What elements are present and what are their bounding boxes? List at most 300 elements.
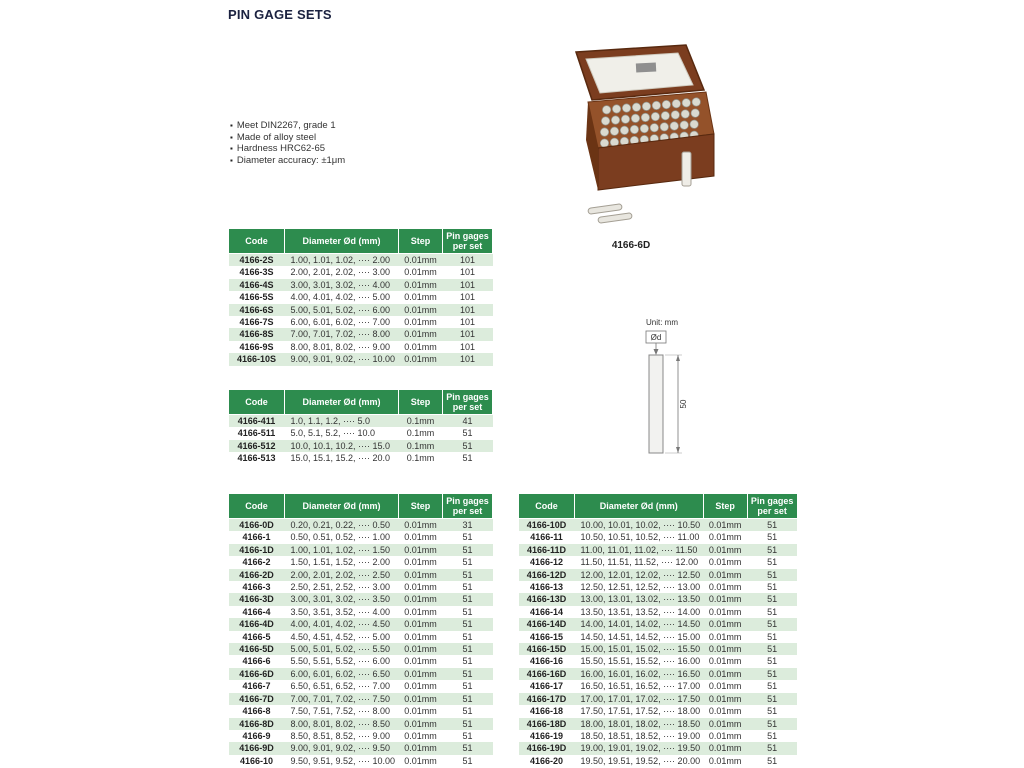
- col-header-pin-count: Pin gages per set: [443, 390, 493, 415]
- cell-diameter: 16.50, 16.51, 16.52, ···· 17.00: [580, 681, 701, 692]
- col-header-code: Code: [229, 390, 285, 415]
- table-row: [229, 279, 493, 291]
- cell-pin-count: 51: [462, 582, 473, 593]
- table-row: [229, 544, 493, 556]
- cell-step: 0.01mm: [708, 532, 742, 543]
- col-header-code: Code: [229, 494, 285, 519]
- cell-pin-count: 51: [767, 644, 778, 655]
- cell-code: 4166-513: [237, 453, 276, 464]
- table-row: [519, 655, 798, 667]
- pin-body: [649, 355, 663, 453]
- table-row: [229, 415, 493, 428]
- cell-step: 0.01mm: [708, 594, 742, 605]
- cell-code: 4166-15D: [526, 644, 567, 655]
- table-header-row: [229, 494, 493, 519]
- cell-code: 4166-4D: [239, 619, 274, 630]
- cell-pin-count: 51: [767, 631, 778, 642]
- cell-diameter: 4.00, 4.01, 4.02, ···· 5.00: [290, 292, 391, 303]
- cell-step: 0.01mm: [708, 693, 742, 704]
- cell-step: 0.01mm: [404, 718, 437, 729]
- table-row: [519, 519, 798, 532]
- table-row: [519, 718, 798, 730]
- table-row: [229, 680, 493, 692]
- cell-code: 4166-3S: [239, 267, 274, 278]
- cell-diameter: 1.50, 1.51, 1.52, ···· 2.00: [290, 557, 391, 568]
- cell-code: 4166-15: [529, 631, 564, 642]
- cell-step: 0.01mm: [404, 544, 437, 555]
- cell-diameter: 18.00, 18.01, 18.02, ···· 18.50: [580, 718, 701, 729]
- cell-code: 4166-12: [529, 557, 564, 568]
- table-header-row: [229, 229, 493, 254]
- cell-pin-count: 51: [462, 532, 473, 543]
- loose-pin-standing: [682, 152, 691, 186]
- cell-pin-count: 51: [462, 619, 473, 630]
- cell-code: 4166-13D: [526, 594, 567, 605]
- cell-step: 0.01mm: [404, 317, 437, 328]
- cell-diameter: 3.00, 3.01, 3.02, ···· 4.00: [290, 279, 391, 290]
- table-row: [229, 581, 493, 593]
- cell-step: 0.01mm: [404, 619, 437, 630]
- col-header-pin-count: Pin gages per set: [443, 494, 493, 519]
- cell-diameter: 13.00, 13.01, 13.02, ···· 13.50: [580, 594, 701, 605]
- cell-code: 4166-7D: [239, 693, 274, 704]
- table-row: [229, 254, 493, 267]
- cell-pin-count: 101: [459, 304, 476, 315]
- cell-diameter: 14.00, 14.01, 14.02, ···· 14.50: [580, 619, 701, 630]
- cell-pin-count: 51: [462, 656, 473, 667]
- cell-step: 0.01mm: [404, 532, 437, 543]
- cell-diameter: 6.00, 6.01, 6.02, ···· 6.50: [290, 668, 391, 679]
- cell-pin-count: 51: [462, 706, 473, 717]
- cell-step: 0.1mm: [406, 428, 435, 439]
- table-row: [229, 705, 493, 717]
- cell-step: 0.01mm: [404, 255, 437, 265]
- table-row: [519, 705, 798, 717]
- cell-code: 4166-9S: [239, 341, 274, 352]
- length-dimension-label: 50: [679, 399, 688, 409]
- cell-step: 0.01mm: [404, 594, 437, 605]
- cell-step: 0.01mm: [404, 329, 437, 340]
- cell-code: 4166-1: [242, 532, 271, 543]
- cell-step: 0.01mm: [404, 743, 437, 754]
- cell-code: 4166-11: [530, 532, 563, 543]
- cell-pin-count: 51: [462, 743, 473, 754]
- cell-step: 0.01mm: [404, 582, 437, 593]
- table-row: [519, 581, 798, 593]
- cell-diameter: 19.00, 19.01, 19.02, ···· 19.50: [580, 743, 701, 754]
- cell-diameter: 15.50, 15.51, 15.52, ···· 16.00: [580, 656, 701, 667]
- table-row: [229, 606, 493, 618]
- cell-step: 0.01mm: [404, 341, 437, 352]
- feature-bullet-list: [230, 120, 345, 166]
- cell-step: 0.01mm: [404, 681, 437, 692]
- cell-step: 0.01mm: [404, 730, 437, 741]
- cell-diameter: 8.50, 8.51, 8.52, ···· 9.00: [290, 730, 391, 741]
- table-row: [519, 668, 798, 680]
- cell-step: 0.1mm: [406, 440, 435, 451]
- cell-pin-count: 51: [462, 557, 473, 568]
- cell-diameter: 19.50, 19.51, 19.52, ···· 20.00: [580, 755, 701, 766]
- cell-code: 4166-4S: [239, 279, 274, 290]
- table-row: [519, 569, 798, 581]
- cell-code: 4166-19: [529, 730, 564, 741]
- cell-pin-count: 51: [767, 718, 778, 729]
- table-row: [229, 593, 493, 605]
- feature-bullet: ▪ Meet DIN2267, grade 1: [230, 120, 345, 132]
- cell-diameter: 8.00, 8.01, 8.02, ···· 9.00: [290, 341, 391, 352]
- cell-diameter: 6.00, 6.01, 6.02, ···· 7.00: [290, 317, 391, 328]
- table-row: [229, 631, 493, 643]
- cell-diameter: 15.0, 15.1, 15.2, ···· 20.0: [290, 453, 391, 464]
- cell-code: 4166-512: [237, 440, 276, 451]
- table-row: [519, 593, 798, 605]
- cell-pin-count: 101: [459, 255, 476, 265]
- table-row: [229, 569, 493, 581]
- table-row: [229, 618, 493, 630]
- cell-pin-count: 101: [459, 329, 476, 340]
- table-row: [229, 755, 493, 767]
- cell-code: 4166-2S: [239, 255, 274, 265]
- cell-step: 0.01mm: [708, 718, 742, 729]
- cell-code: 4166-1D: [239, 544, 274, 555]
- table-row: [519, 556, 798, 568]
- cell-diameter: 7.00, 7.01, 7.02, ···· 7.50: [290, 693, 391, 704]
- cell-step: 0.01mm: [404, 644, 437, 655]
- cell-diameter: 13.50, 13.51, 13.52, ···· 14.00: [580, 606, 701, 617]
- col-header-diameter: Diameter Ød (mm): [285, 390, 399, 415]
- table-row: [519, 618, 798, 630]
- cell-pin-count: 31: [462, 520, 473, 530]
- cell-diameter: 15.00, 15.01, 15.02, ···· 15.50: [580, 644, 701, 655]
- cell-code: 4166-511: [237, 428, 276, 439]
- table-row: [229, 693, 493, 705]
- table-row: [519, 631, 798, 643]
- table-row: [519, 680, 798, 692]
- cell-diameter: 4.50, 4.51, 4.52, ···· 5.00: [290, 631, 391, 642]
- table-row: [519, 693, 798, 705]
- cell-pin-count: 51: [767, 668, 778, 679]
- cell-pin-count: 51: [767, 730, 778, 741]
- cell-diameter: 9.00, 9.01, 9.02, ···· 10.00: [290, 354, 396, 365]
- cell-code: 4166-5: [242, 631, 271, 642]
- cell-step: 0.01mm: [708, 544, 742, 555]
- cell-diameter: 18.50, 18.51, 18.52, ···· 19.00: [580, 730, 701, 741]
- cell-step: 0.01mm: [404, 693, 437, 704]
- table-row: [229, 440, 493, 452]
- table-row: [229, 531, 493, 543]
- table-row: [229, 304, 493, 316]
- cell-code: 4166-0D: [239, 520, 274, 530]
- cell-code: 4166-14: [529, 606, 564, 617]
- cell-diameter: 12.00, 12.01, 12.02, ···· 12.50: [580, 569, 701, 580]
- cell-code: 4166-6S: [239, 304, 274, 315]
- cell-pin-count: 51: [767, 693, 778, 704]
- cell-step: 0.01mm: [708, 606, 742, 617]
- cell-step: 0.01mm: [708, 706, 742, 717]
- cell-diameter: 1.0, 1.1, 1.2, ···· 5.0: [290, 416, 371, 426]
- cell-pin-count: 101: [459, 267, 476, 278]
- cell-step: 0.01mm: [708, 755, 742, 766]
- cell-diameter: 2.00, 2.01, 2.02, ···· 2.50: [290, 569, 391, 580]
- cell-pin-count: 51: [767, 520, 778, 530]
- cell-pin-count: 51: [767, 743, 778, 754]
- cell-diameter: 17.00, 17.01, 17.02, ···· 17.50: [580, 693, 701, 704]
- cell-step: 0.01mm: [404, 668, 437, 679]
- table-row: [229, 316, 493, 328]
- cell-step: 0.01mm: [708, 631, 742, 642]
- cell-code: 4166-3D: [239, 594, 274, 605]
- cell-code: 4166-411: [237, 416, 276, 426]
- cell-pin-count: 51: [767, 532, 778, 543]
- cell-step: 0.01mm: [708, 569, 742, 580]
- col-header-code: Code: [229, 229, 285, 254]
- cell-pin-count: 51: [767, 594, 778, 605]
- cell-pin-count: 51: [767, 544, 778, 555]
- cell-diameter: 0.20, 0.21, 0.22, ···· 0.50: [290, 520, 391, 530]
- table-header-row: [519, 494, 798, 519]
- cell-code: 4166-9: [242, 730, 271, 741]
- pin-gage-table-metric-01-set: [228, 389, 493, 465]
- col-header-step: Step: [703, 494, 747, 519]
- cell-code: 4166-8D: [239, 718, 274, 729]
- cell-pin-count: 51: [767, 656, 778, 667]
- cell-step: 0.1mm: [406, 416, 435, 426]
- cell-step: 0.01mm: [708, 730, 742, 741]
- cell-pin-count: 51: [767, 557, 778, 568]
- cell-code: 4166-10: [239, 755, 274, 766]
- cell-code: 4166-2D: [239, 569, 274, 580]
- cell-diameter: 6.50, 6.51, 6.52, ···· 7.00: [290, 681, 391, 692]
- cell-step: 0.1mm: [406, 453, 435, 464]
- cell-diameter: 10.0, 10.1, 10.2, ···· 15.0: [290, 440, 391, 451]
- cell-step: 0.01mm: [404, 755, 437, 766]
- product-image: [536, 40, 726, 232]
- cell-diameter: 9.00, 9.01, 9.02, ···· 9.50: [290, 743, 391, 754]
- cell-pin-count: 51: [767, 706, 778, 717]
- cell-code: 4166-16D: [526, 668, 567, 679]
- cell-diameter: 9.50, 9.51, 9.52, ···· 10.00: [290, 755, 396, 766]
- feature-bullet: ▪ Made of alloy steel: [230, 132, 345, 144]
- cell-code: 4166-3: [242, 582, 271, 593]
- cell-diameter: 8.00, 8.01, 8.02, ···· 8.50: [290, 718, 391, 729]
- table-row: [229, 718, 493, 730]
- cell-code: 4166-11D: [526, 544, 567, 555]
- feature-bullet: ▪ Hardness HRC62-65: [230, 143, 345, 155]
- cell-code: 4166-10S: [236, 354, 277, 365]
- cell-code: 4166-6: [242, 656, 271, 667]
- cell-diameter: 5.00, 5.01, 5.02, ···· 5.50: [290, 644, 391, 655]
- cell-diameter: 1.00, 1.01, 1.02, ···· 2.00: [290, 255, 391, 265]
- cell-pin-count: 51: [767, 755, 778, 766]
- cell-code: 4166-9D: [239, 743, 274, 754]
- cell-step: 0.01mm: [404, 656, 437, 667]
- cell-step: 0.01mm: [708, 743, 742, 754]
- cell-diameter: 5.50, 5.51, 5.52, ···· 6.00: [290, 656, 391, 667]
- col-header-pin-count: Pin gages per set: [747, 494, 797, 519]
- col-header-diameter: Diameter Ød (mm): [285, 494, 399, 519]
- cell-pin-count: 51: [767, 681, 778, 692]
- cell-code: 4166-7: [242, 681, 271, 692]
- cell-diameter: 11.00, 11.01, 11.02, ···· 11.50: [580, 544, 698, 555]
- cell-code: 4166-12D: [526, 569, 567, 580]
- cell-diameter: 17.50, 17.51, 17.52, ···· 18.00: [580, 706, 701, 717]
- table-row: [229, 266, 493, 278]
- cell-step: 0.01mm: [708, 520, 742, 530]
- cell-diameter: 4.00, 4.01, 4.02, ···· 4.50: [290, 619, 391, 630]
- feature-bullet: ▪ Diameter accuracy: ±1μm: [230, 155, 345, 167]
- table-row: [519, 755, 798, 767]
- cell-step: 0.01mm: [404, 354, 437, 365]
- cell-pin-count: 51: [767, 619, 778, 630]
- cell-code: 4166-8: [242, 706, 271, 717]
- cell-step: 0.01mm: [404, 304, 437, 315]
- cell-pin-count: 51: [462, 718, 473, 729]
- cell-pin-count: 51: [462, 606, 473, 617]
- cell-step: 0.01mm: [708, 644, 742, 655]
- cell-code: 4166-5D: [239, 644, 274, 655]
- cell-pin-count: 51: [767, 569, 778, 580]
- table-row: [229, 643, 493, 655]
- cell-step: 0.01mm: [404, 267, 437, 278]
- cell-diameter: 0.50, 0.51, 0.52, ···· 1.00: [290, 532, 391, 543]
- table-row: [229, 668, 493, 680]
- cell-pin-count: 51: [462, 681, 473, 692]
- cell-diameter: 3.50, 3.51, 3.52, ···· 4.00: [290, 606, 391, 617]
- cell-diameter: 10.00, 10.01, 10.02, ···· 10.50: [580, 520, 701, 530]
- cell-pin-count: 51: [462, 453, 473, 464]
- cell-code: 4166-16: [529, 656, 564, 667]
- cell-diameter: 12.50, 12.51, 12.52, ···· 13.00: [580, 582, 701, 593]
- cell-diameter: 14.50, 14.51, 14.52, ···· 15.00: [580, 631, 701, 642]
- loose-pins-lying: [588, 204, 633, 224]
- cell-step: 0.01mm: [404, 569, 437, 580]
- cell-step: 0.01mm: [404, 631, 437, 642]
- cell-code: 4166-18D: [526, 718, 567, 729]
- cell-step: 0.01mm: [404, 706, 437, 717]
- cell-pin-count: 51: [462, 440, 473, 451]
- page-title: PIN GAGE SETS: [228, 7, 332, 22]
- cell-step: 0.01mm: [404, 279, 437, 290]
- cell-pin-count: 51: [462, 631, 473, 642]
- cell-pin-count: 51: [462, 644, 473, 655]
- table-row: [229, 730, 493, 742]
- col-header-code: Code: [519, 494, 575, 519]
- cell-pin-count: 51: [462, 428, 473, 439]
- cell-step: 0.01mm: [708, 582, 742, 593]
- cell-diameter: 5.0, 5.1, 5.2, ···· 10.0: [290, 428, 376, 439]
- cell-diameter: 11.50, 11.51, 11.52, ···· 12.00: [580, 557, 699, 568]
- product-figure: [536, 40, 726, 251]
- col-header-pin-count: Pin gages per set: [443, 229, 493, 254]
- col-header-step: Step: [399, 229, 443, 254]
- cell-diameter: 16.00, 16.01, 16.02, ···· 16.50: [580, 668, 701, 679]
- table-row: [229, 519, 493, 532]
- cell-code: 4166-7S: [239, 317, 274, 328]
- table-row: [229, 291, 493, 303]
- cell-code: 4166-14D: [526, 619, 567, 630]
- cell-pin-count: 101: [459, 292, 476, 303]
- cell-step: 0.01mm: [404, 520, 437, 530]
- table-row: [519, 544, 798, 556]
- cell-diameter: 3.00, 3.01, 3.02, ···· 3.50: [290, 594, 391, 605]
- product-caption: 4166-6D: [611, 240, 651, 251]
- table-row: [229, 556, 493, 568]
- table-header-row: [229, 390, 493, 415]
- unit-label: Unit: mm: [646, 318, 678, 327]
- table-row: [519, 531, 798, 543]
- col-header-diameter: Diameter Ød (mm): [575, 494, 704, 519]
- cell-code: 4166-20: [529, 755, 564, 766]
- pin-gage-table-101-set: [228, 228, 493, 366]
- cell-pin-count: 51: [462, 594, 473, 605]
- pin-dimension-diagram: [636, 330, 696, 467]
- cell-diameter: 1.00, 1.01, 1.02, ···· 1.50: [290, 544, 391, 555]
- pin-gage-table-51-set-b: [518, 493, 798, 767]
- table-row: [519, 730, 798, 742]
- cell-pin-count: 51: [462, 730, 473, 741]
- cell-code: 4166-6D: [239, 668, 274, 679]
- pin-gage-table-51-set-a: [228, 493, 493, 767]
- cell-pin-count: 101: [459, 317, 476, 328]
- cell-code: 4166-19D: [526, 743, 567, 754]
- table-row: [229, 452, 493, 464]
- cell-diameter: 10.50, 10.51, 10.52, ···· 11.00: [580, 532, 700, 543]
- cell-code: 4166-13: [529, 582, 564, 593]
- cell-code: 4166-10D: [526, 520, 567, 530]
- cell-step: 0.01mm: [708, 557, 742, 568]
- cell-diameter: 5.00, 5.01, 5.02, ···· 6.00: [290, 304, 391, 315]
- cell-step: 0.01mm: [708, 668, 742, 679]
- cell-code: 4166-5S: [239, 292, 274, 303]
- cell-code: 4166-17D: [526, 693, 567, 704]
- table-row: [519, 742, 798, 754]
- cell-pin-count: 101: [459, 341, 476, 352]
- cell-pin-count: 51: [767, 582, 778, 593]
- cell-code: 4166-2: [242, 557, 271, 568]
- table-row: [229, 742, 493, 754]
- cell-pin-count: 51: [462, 668, 473, 679]
- table-row: [229, 341, 493, 353]
- cell-pin-count: 41: [462, 416, 473, 426]
- cell-code: 4166-4: [242, 606, 271, 617]
- cell-step: 0.01mm: [404, 606, 437, 617]
- cell-step: 0.01mm: [404, 557, 437, 568]
- cell-pin-count: 51: [462, 693, 473, 704]
- cell-step: 0.01mm: [708, 681, 742, 692]
- table-row: [519, 643, 798, 655]
- cell-code: 4166-8S: [239, 329, 274, 340]
- table-row: [229, 353, 493, 365]
- table-row: [229, 655, 493, 667]
- cell-pin-count: 101: [459, 279, 476, 290]
- cell-pin-count: 51: [462, 755, 473, 766]
- col-header-diameter: Diameter Ød (mm): [285, 229, 399, 254]
- cell-diameter: 2.50, 2.51, 2.52, ···· 3.00: [290, 582, 391, 593]
- diameter-label: Ød: [650, 333, 662, 342]
- cell-pin-count: 51: [767, 606, 778, 617]
- cell-step: 0.01mm: [404, 292, 437, 303]
- cell-diameter: 7.50, 7.51, 7.52, ···· 8.00: [290, 706, 391, 717]
- cell-code: 4166-18: [529, 706, 564, 717]
- table-row: [229, 328, 493, 340]
- cell-step: 0.01mm: [708, 619, 742, 630]
- cell-diameter: 2.00, 2.01, 2.02, ···· 3.00: [290, 267, 391, 278]
- col-header-step: Step: [399, 494, 443, 519]
- table-row: [229, 427, 493, 439]
- cell-pin-count: 51: [462, 544, 473, 555]
- cell-pin-count: 101: [459, 354, 476, 365]
- table-row: [519, 606, 798, 618]
